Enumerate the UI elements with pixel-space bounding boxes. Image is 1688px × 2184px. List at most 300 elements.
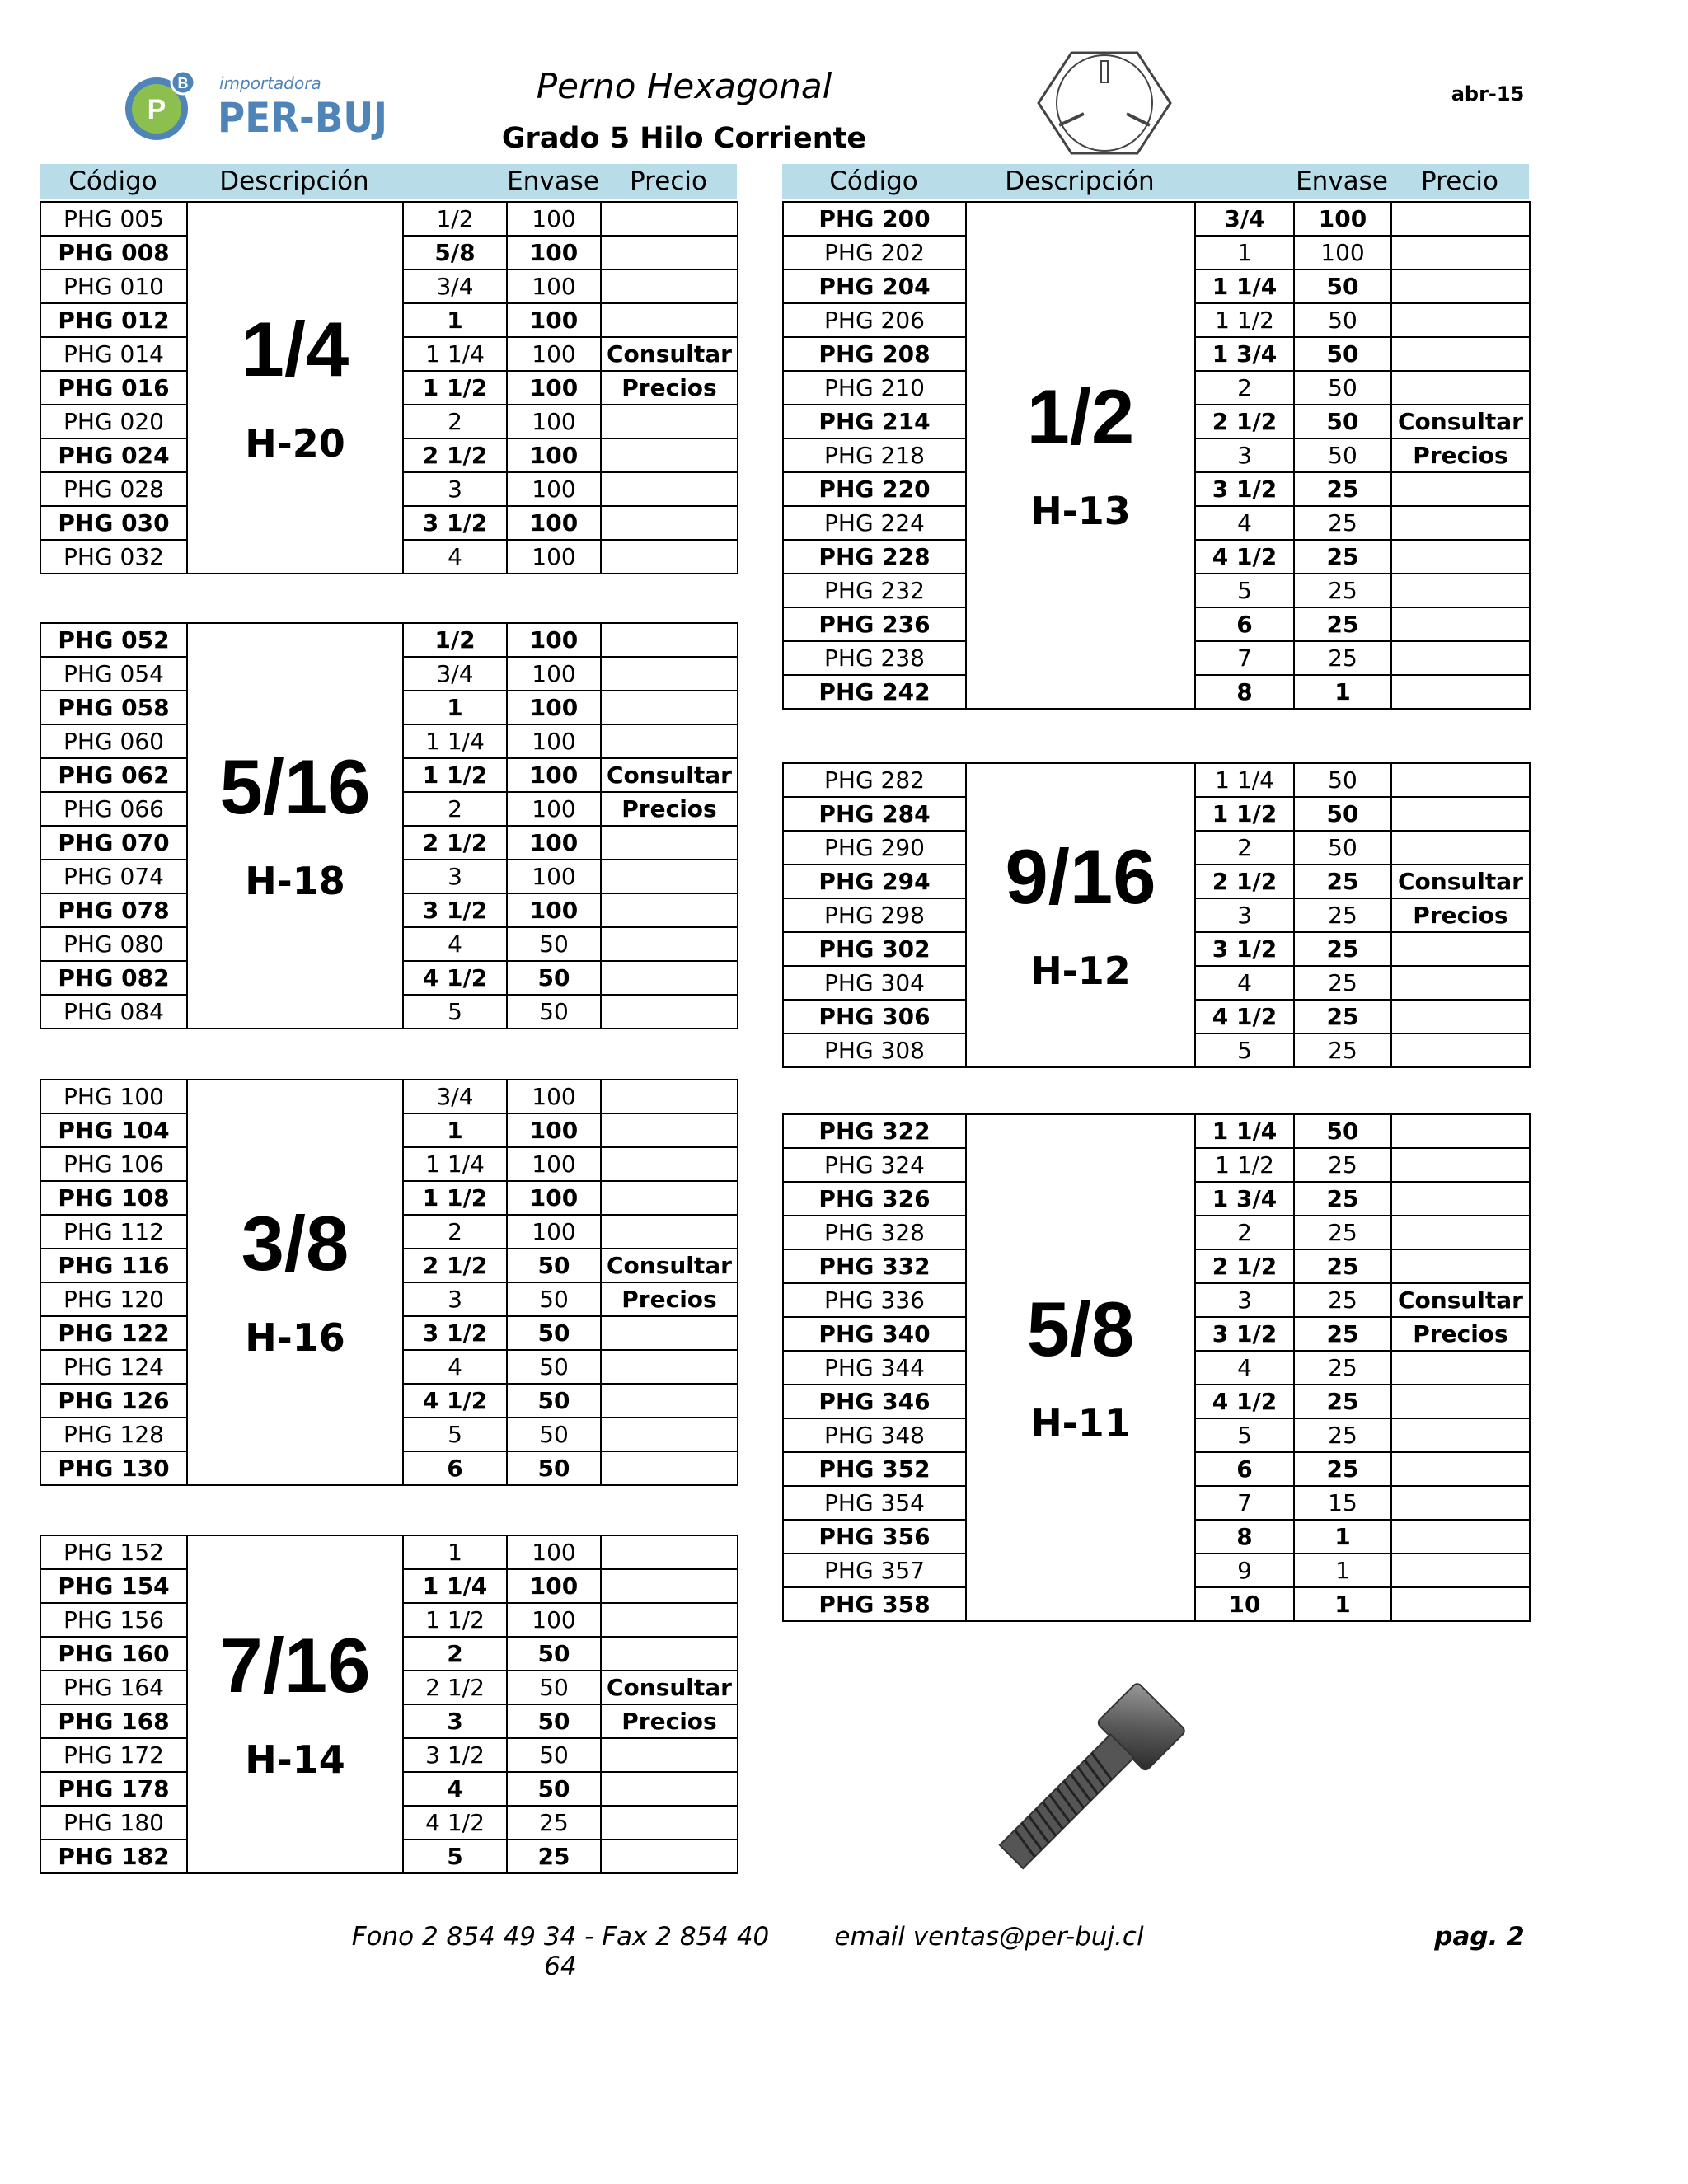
price-note-cell: Precios bbox=[1391, 1317, 1530, 1351]
envase-cell: 50 bbox=[507, 1282, 601, 1316]
size-description-cell bbox=[187, 1535, 403, 1873]
length-cell: 3 1/2 bbox=[403, 1316, 507, 1350]
price-cell bbox=[601, 438, 738, 472]
envase-cell: 100 bbox=[507, 472, 601, 506]
length-cell: 1 1/4 bbox=[403, 1147, 507, 1181]
length-cell: 2 1/2 bbox=[403, 438, 507, 472]
price-cell bbox=[1391, 1587, 1530, 1621]
price-cell bbox=[601, 1350, 738, 1384]
code-cell: PHG 340 bbox=[783, 1317, 966, 1351]
price-cell bbox=[601, 623, 738, 657]
length-cell: 2 bbox=[403, 792, 507, 826]
envase-cell: 50 bbox=[507, 1451, 601, 1485]
price-cell bbox=[1391, 303, 1530, 337]
envase-cell: 100 bbox=[507, 691, 601, 724]
code-cell: PHG 080 bbox=[40, 927, 187, 961]
envase-cell: 100 bbox=[1294, 202, 1391, 236]
code-cell: PHG 078 bbox=[40, 893, 187, 927]
table-group-7-16 bbox=[40, 1535, 738, 1874]
envase-cell: 25 bbox=[1294, 641, 1391, 675]
bolt-diameter: 3/8 bbox=[241, 1200, 349, 1286]
code-cell: PHG 294 bbox=[783, 865, 966, 898]
col-codigo: Código bbox=[829, 166, 918, 196]
code-cell: PHG 010 bbox=[40, 269, 187, 303]
column-header-left bbox=[40, 164, 737, 199]
code-cell: PHG 204 bbox=[783, 269, 966, 303]
price-cell bbox=[601, 1316, 738, 1350]
envase-cell: 25 bbox=[1294, 506, 1391, 540]
price-cell bbox=[601, 927, 738, 961]
envase-cell: 100 bbox=[507, 202, 601, 236]
envase-cell: 100 bbox=[507, 1535, 601, 1569]
code-cell: PHG 020 bbox=[40, 405, 187, 438]
envase-cell: 25 bbox=[507, 1806, 601, 1840]
length-cell: 3/4 bbox=[403, 1080, 507, 1113]
length-cell: 2 1/2 bbox=[403, 826, 507, 860]
price-cell bbox=[601, 657, 738, 691]
code-cell: PHG 236 bbox=[783, 607, 966, 641]
length-cell: 3 bbox=[1195, 1283, 1294, 1317]
code-cell: PHG 346 bbox=[783, 1385, 966, 1418]
envase-cell: 50 bbox=[507, 1418, 601, 1451]
code-cell: PHG 210 bbox=[783, 371, 966, 405]
price-cell bbox=[1391, 966, 1530, 1000]
envase-cell: 25 bbox=[1294, 1182, 1391, 1216]
envase-cell: 100 bbox=[507, 826, 601, 860]
length-cell: 9 bbox=[1195, 1554, 1294, 1587]
price-cell bbox=[601, 893, 738, 927]
code-cell: PHG 152 bbox=[40, 1535, 187, 1569]
code-cell: PHG 062 bbox=[40, 758, 187, 792]
length-cell: 1 1/4 bbox=[1195, 763, 1294, 797]
table-row bbox=[40, 623, 738, 657]
price-cell bbox=[601, 1738, 738, 1772]
size-description-cell bbox=[187, 623, 403, 1029]
length-cell: 3/4 bbox=[403, 657, 507, 691]
price-note-cell: Precios bbox=[601, 371, 738, 405]
code-cell: PHG 357 bbox=[783, 1554, 966, 1587]
envase-cell: 50 bbox=[507, 1738, 601, 1772]
envase-cell: 100 bbox=[507, 1215, 601, 1249]
price-cell bbox=[601, 1637, 738, 1671]
code-cell: PHG 200 bbox=[783, 202, 966, 236]
envase-cell: 50 bbox=[1294, 1114, 1391, 1148]
envase-cell: 100 bbox=[507, 540, 601, 574]
envase-cell: 25 bbox=[507, 1840, 601, 1873]
envase-cell: 100 bbox=[507, 724, 601, 758]
bolt-diameter: 9/16 bbox=[1005, 832, 1156, 920]
envase-cell: 100 bbox=[507, 506, 601, 540]
code-cell: PHG 208 bbox=[783, 337, 966, 371]
thread-pitch: H-11 bbox=[1030, 1400, 1131, 1446]
price-cell bbox=[601, 1772, 738, 1806]
bolt-diameter: 7/16 bbox=[219, 1622, 371, 1708]
price-cell bbox=[1391, 1033, 1530, 1067]
length-cell: 2 bbox=[403, 405, 507, 438]
size-description-cell bbox=[187, 202, 403, 574]
envase-cell: 100 bbox=[507, 657, 601, 691]
price-cell bbox=[1391, 763, 1530, 797]
col-envase: Envase bbox=[1296, 166, 1388, 196]
code-cell: PHG 052 bbox=[40, 623, 187, 657]
price-cell bbox=[601, 961, 738, 995]
length-cell: 1 1/2 bbox=[1195, 1148, 1294, 1182]
code-cell: PHG 172 bbox=[40, 1738, 187, 1772]
price-cell bbox=[601, 1603, 738, 1637]
envase-cell: 100 bbox=[507, 405, 601, 438]
price-cell bbox=[601, 1181, 738, 1215]
length-cell: 2 bbox=[1195, 831, 1294, 865]
bolt-diameter: 5/16 bbox=[219, 743, 371, 830]
envase-cell: 100 bbox=[507, 269, 601, 303]
bolt-image bbox=[989, 1657, 1228, 1879]
envase-cell: 50 bbox=[507, 1671, 601, 1704]
envase-cell: 50 bbox=[1294, 371, 1391, 405]
code-cell: PHG 108 bbox=[40, 1181, 187, 1215]
length-cell: 1 1/4 bbox=[403, 724, 507, 758]
code-cell: PHG 358 bbox=[783, 1587, 966, 1621]
envase-cell: 25 bbox=[1294, 607, 1391, 641]
code-cell: PHG 306 bbox=[783, 1000, 966, 1033]
envase-cell: 15 bbox=[1294, 1486, 1391, 1520]
per-buj-logo bbox=[122, 66, 394, 142]
code-cell: PHG 124 bbox=[40, 1350, 187, 1384]
size-description-cell bbox=[966, 763, 1195, 1067]
price-cell bbox=[601, 1569, 738, 1603]
code-cell: PHG 302 bbox=[783, 932, 966, 966]
price-cell bbox=[601, 506, 738, 540]
page-title: Perno Hexagonal bbox=[536, 66, 832, 106]
col-envase: Envase bbox=[507, 166, 599, 196]
envase-cell: 100 bbox=[507, 371, 601, 405]
price-cell bbox=[1391, 1520, 1530, 1554]
code-cell: PHG 028 bbox=[40, 472, 187, 506]
length-cell: 2 bbox=[403, 1637, 507, 1671]
envase-cell: 25 bbox=[1294, 574, 1391, 607]
length-cell: 4 bbox=[403, 927, 507, 961]
price-cell bbox=[601, 1451, 738, 1485]
column-header-right bbox=[782, 164, 1529, 199]
code-cell: PHG 054 bbox=[40, 657, 187, 691]
code-cell: PHG 082 bbox=[40, 961, 187, 995]
price-cell bbox=[601, 472, 738, 506]
thread-pitch: H-12 bbox=[1030, 948, 1131, 993]
length-cell: 1 1/4 bbox=[1195, 269, 1294, 303]
length-cell: 1 bbox=[1195, 236, 1294, 269]
code-cell: PHG 154 bbox=[40, 1569, 187, 1603]
length-cell: 2 1/2 bbox=[1195, 1249, 1294, 1283]
bolt-diameter: 1/2 bbox=[1026, 373, 1135, 460]
length-cell: 1 1/2 bbox=[403, 1603, 507, 1637]
envase-cell: 1 bbox=[1294, 1554, 1391, 1587]
envase-cell: 25 bbox=[1294, 1249, 1391, 1283]
price-note-cell: Consultar bbox=[1391, 1283, 1530, 1317]
envase-cell: 50 bbox=[507, 1316, 601, 1350]
length-cell: 3 1/2 bbox=[403, 1738, 507, 1772]
price-note-cell: Precios bbox=[1391, 898, 1530, 932]
price-cell bbox=[1391, 269, 1530, 303]
price-cell bbox=[1391, 607, 1530, 641]
code-cell: PHG 005 bbox=[40, 202, 187, 236]
length-cell: 1 bbox=[403, 1113, 507, 1147]
code-cell: PHG 128 bbox=[40, 1418, 187, 1451]
price-cell bbox=[601, 540, 738, 574]
size-description-cell bbox=[966, 202, 1195, 709]
length-cell: 4 bbox=[403, 1350, 507, 1384]
price-cell bbox=[1391, 506, 1530, 540]
code-cell: PHG 104 bbox=[40, 1113, 187, 1147]
length-cell: 5 bbox=[403, 1840, 507, 1873]
price-cell bbox=[601, 202, 738, 236]
length-cell: 2 1/2 bbox=[403, 1671, 507, 1704]
envase-cell: 25 bbox=[1294, 898, 1391, 932]
length-cell: 1 bbox=[403, 303, 507, 337]
envase-cell: 50 bbox=[1294, 405, 1391, 438]
price-cell bbox=[1391, 202, 1530, 236]
envase-cell: 50 bbox=[1294, 763, 1391, 797]
envase-cell: 100 bbox=[507, 1181, 601, 1215]
envase-cell: 25 bbox=[1294, 1418, 1391, 1452]
length-cell: 3/4 bbox=[403, 269, 507, 303]
length-cell: 4 1/2 bbox=[403, 961, 507, 995]
price-cell bbox=[601, 995, 738, 1029]
code-cell: PHG 214 bbox=[783, 405, 966, 438]
code-cell: PHG 070 bbox=[40, 826, 187, 860]
price-cell bbox=[601, 1113, 738, 1147]
envase-cell: 50 bbox=[1294, 303, 1391, 337]
length-cell: 3 bbox=[1195, 898, 1294, 932]
thread-pitch: H-20 bbox=[245, 420, 345, 466]
envase-cell: 25 bbox=[1294, 540, 1391, 574]
envase-cell: 100 bbox=[507, 792, 601, 826]
envase-cell: 100 bbox=[507, 893, 601, 927]
code-cell: PHG 112 bbox=[40, 1215, 187, 1249]
code-cell: PHG 206 bbox=[783, 303, 966, 337]
code-cell: PHG 100 bbox=[40, 1080, 187, 1113]
price-cell bbox=[1391, 236, 1530, 269]
length-cell: 3 1/2 bbox=[1195, 932, 1294, 966]
length-cell: 4 1/2 bbox=[403, 1806, 507, 1840]
envase-cell: 50 bbox=[1294, 438, 1391, 472]
table-group-9-16 bbox=[782, 762, 1531, 1068]
price-cell bbox=[1391, 1114, 1530, 1148]
envase-cell: 100 bbox=[507, 303, 601, 337]
code-cell: PHG 066 bbox=[40, 792, 187, 826]
length-cell: 3 1/2 bbox=[403, 506, 507, 540]
length-cell: 2 bbox=[403, 1215, 507, 1249]
code-cell: PHG 220 bbox=[783, 472, 966, 506]
table-row bbox=[783, 763, 1530, 797]
table-row bbox=[783, 202, 1530, 236]
price-cell bbox=[1391, 1418, 1530, 1452]
envase-cell: 25 bbox=[1294, 1148, 1391, 1182]
code-cell: PHG 352 bbox=[783, 1452, 966, 1486]
code-cell: PHG 126 bbox=[40, 1384, 187, 1418]
code-cell: PHG 348 bbox=[783, 1418, 966, 1452]
length-cell: 1 1/2 bbox=[403, 1181, 507, 1215]
envase-cell: 50 bbox=[507, 1350, 601, 1384]
price-cell bbox=[1391, 1000, 1530, 1033]
code-cell: PHG 032 bbox=[40, 540, 187, 574]
price-cell bbox=[601, 860, 738, 893]
price-cell bbox=[601, 1147, 738, 1181]
code-cell: PHG 308 bbox=[783, 1033, 966, 1067]
size-description-cell bbox=[966, 1114, 1195, 1621]
envase-cell: 100 bbox=[507, 758, 601, 792]
envase-cell: 25 bbox=[1294, 1033, 1391, 1067]
length-cell: 1 1/2 bbox=[1195, 303, 1294, 337]
price-cell bbox=[1391, 675, 1530, 709]
envase-cell: 100 bbox=[507, 1080, 601, 1113]
price-cell bbox=[601, 303, 738, 337]
price-cell bbox=[1391, 1452, 1530, 1486]
envase-cell: 100 bbox=[507, 623, 601, 657]
envase-cell: 25 bbox=[1294, 1351, 1391, 1385]
length-cell: 8 bbox=[1195, 1520, 1294, 1554]
col-codigo: Código bbox=[68, 166, 157, 196]
bolt-diameter: 5/8 bbox=[1026, 1285, 1135, 1372]
envase-cell: 25 bbox=[1294, 1283, 1391, 1317]
envase-cell: 25 bbox=[1294, 1317, 1391, 1351]
length-cell: 3 1/2 bbox=[1195, 472, 1294, 506]
length-cell: 3/4 bbox=[1195, 202, 1294, 236]
code-cell: PHG 120 bbox=[40, 1282, 187, 1316]
date-label: abr-15 bbox=[1451, 82, 1525, 105]
envase-cell: 100 bbox=[507, 1603, 601, 1637]
code-cell: PHG 168 bbox=[40, 1704, 187, 1738]
code-cell: PHG 290 bbox=[783, 831, 966, 865]
envase-cell: 100 bbox=[507, 1569, 601, 1603]
code-cell: PHG 304 bbox=[783, 966, 966, 1000]
code-cell: PHG 030 bbox=[40, 506, 187, 540]
price-cell bbox=[1391, 371, 1530, 405]
length-cell: 6 bbox=[1195, 1452, 1294, 1486]
logo-letter-p: P bbox=[147, 94, 166, 125]
length-cell: 5 bbox=[1195, 1418, 1294, 1452]
length-cell: 3 1/2 bbox=[403, 893, 507, 927]
length-cell: 4 bbox=[1195, 506, 1294, 540]
price-note-cell: Precios bbox=[601, 1282, 738, 1316]
envase-cell: 25 bbox=[1294, 932, 1391, 966]
price-cell bbox=[1391, 574, 1530, 607]
thread-pitch: H-18 bbox=[245, 859, 345, 903]
length-cell: 3 bbox=[403, 1704, 507, 1738]
code-cell: PHG 182 bbox=[40, 1840, 187, 1873]
code-cell: PHG 106 bbox=[40, 1147, 187, 1181]
price-cell bbox=[1391, 1182, 1530, 1216]
code-cell: PHG 218 bbox=[783, 438, 966, 472]
length-cell: 4 bbox=[403, 540, 507, 574]
length-cell: 4 1/2 bbox=[1195, 1000, 1294, 1033]
price-cell bbox=[601, 269, 738, 303]
length-cell: 4 bbox=[1195, 1351, 1294, 1385]
code-cell: PHG 012 bbox=[40, 303, 187, 337]
envase-cell: 25 bbox=[1294, 472, 1391, 506]
code-cell: PHG 074 bbox=[40, 860, 187, 893]
price-cell bbox=[601, 1535, 738, 1569]
table-group-1-4 bbox=[40, 201, 738, 574]
price-cell bbox=[601, 1384, 738, 1418]
length-cell: 5 bbox=[1195, 574, 1294, 607]
footer-email: email ventas@per-buj.cl bbox=[834, 1922, 1144, 1952]
code-cell: PHG 344 bbox=[783, 1351, 966, 1385]
length-cell: 2 bbox=[1195, 1216, 1294, 1249]
envase-cell: 50 bbox=[507, 1637, 601, 1671]
code-cell: PHG 014 bbox=[40, 337, 187, 371]
price-note-cell: Consultar bbox=[1391, 865, 1530, 898]
envase-cell: 25 bbox=[1294, 865, 1391, 898]
length-cell: 1 3/4 bbox=[1195, 1182, 1294, 1216]
code-cell: PHG 116 bbox=[40, 1249, 187, 1282]
price-cell bbox=[1391, 831, 1530, 865]
length-cell: 1 bbox=[403, 1535, 507, 1569]
envase-cell: 25 bbox=[1294, 1385, 1391, 1418]
price-cell bbox=[1391, 1216, 1530, 1249]
length-cell: 5/8 bbox=[403, 236, 507, 269]
price-cell bbox=[601, 826, 738, 860]
code-cell: PHG 328 bbox=[783, 1216, 966, 1249]
price-note-cell: Consultar bbox=[1391, 405, 1530, 438]
price-cell bbox=[601, 1418, 738, 1451]
length-cell: 4 1/2 bbox=[1195, 540, 1294, 574]
col-descripcion: Descripción bbox=[1005, 166, 1155, 196]
table-row bbox=[783, 1114, 1530, 1148]
thread-pitch: H-14 bbox=[245, 1737, 345, 1782]
length-cell: 8 bbox=[1195, 675, 1294, 709]
col-precio: Precio bbox=[630, 166, 707, 196]
price-cell bbox=[601, 724, 738, 758]
length-cell: 3 bbox=[403, 472, 507, 506]
length-cell: 1/2 bbox=[403, 623, 507, 657]
code-cell: PHG 326 bbox=[783, 1182, 966, 1216]
length-cell: 1 1/2 bbox=[1195, 797, 1294, 831]
envase-cell: 100 bbox=[507, 337, 601, 371]
envase-cell: 25 bbox=[1294, 1452, 1391, 1486]
envase-cell: 100 bbox=[1294, 236, 1391, 269]
price-cell bbox=[1391, 540, 1530, 574]
code-cell: PHG 332 bbox=[783, 1249, 966, 1283]
envase-cell: 50 bbox=[1294, 337, 1391, 371]
price-cell bbox=[1391, 932, 1530, 966]
length-cell: 4 bbox=[403, 1772, 507, 1806]
thread-pitch: H-16 bbox=[245, 1315, 345, 1360]
code-cell: PHG 354 bbox=[783, 1486, 966, 1520]
code-cell: PHG 130 bbox=[40, 1451, 187, 1485]
price-note-cell: Precios bbox=[1391, 438, 1530, 472]
code-cell: PHG 322 bbox=[783, 1114, 966, 1148]
thread-pitch: H-13 bbox=[1030, 488, 1131, 533]
envase-cell: 100 bbox=[507, 438, 601, 472]
code-cell: PHG 084 bbox=[40, 995, 187, 1029]
code-cell: PHG 282 bbox=[783, 763, 966, 797]
length-cell: 7 bbox=[1195, 641, 1294, 675]
code-cell: PHG 058 bbox=[40, 691, 187, 724]
envase-cell: 1 bbox=[1294, 1587, 1391, 1621]
price-note-cell: Consultar bbox=[601, 1671, 738, 1704]
price-note-cell: Precios bbox=[601, 792, 738, 826]
price-cell bbox=[1391, 797, 1530, 831]
bolt-diameter: 1/4 bbox=[241, 305, 349, 392]
length-cell: 2 1/2 bbox=[1195, 865, 1294, 898]
length-cell: 1/2 bbox=[403, 202, 507, 236]
price-cell bbox=[601, 1806, 738, 1840]
price-cell bbox=[1391, 1351, 1530, 1385]
length-cell: 1 bbox=[403, 691, 507, 724]
price-cell bbox=[1391, 1148, 1530, 1182]
envase-cell: 50 bbox=[507, 1772, 601, 1806]
footer-phone: Fono 2 854 49 34 - Fax 2 854 40 64 bbox=[351, 1922, 770, 1981]
price-cell bbox=[1391, 1486, 1530, 1520]
